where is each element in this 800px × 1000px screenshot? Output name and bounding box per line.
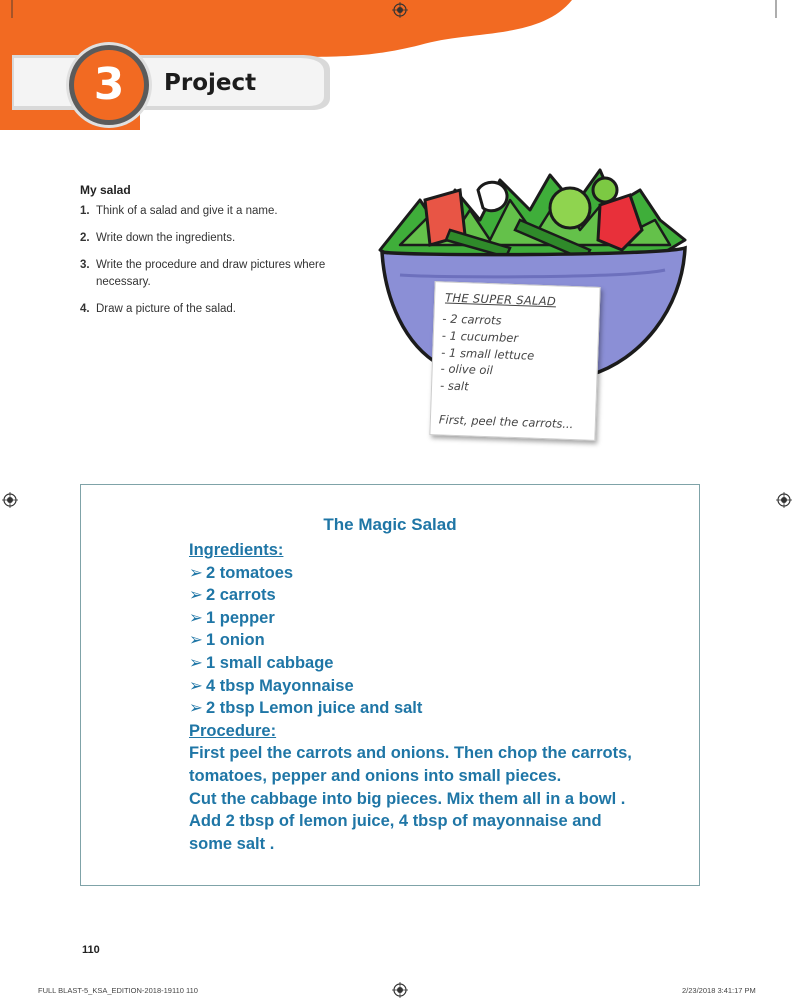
section-title: Project bbox=[164, 70, 257, 96]
recipe-title: The Magic Salad bbox=[323, 515, 457, 534]
recipe-answer-box bbox=[80, 484, 700, 886]
arrow-bullet-icon: ➢ bbox=[189, 586, 203, 605]
instruction-step: 4. Draw a picture of the salad. bbox=[80, 303, 236, 315]
ingredient-item: ➢ 1 small cabbage bbox=[189, 652, 689, 675]
registration-mark-icon bbox=[2, 492, 18, 508]
ingredient-item: ➢ 4 tbsp Mayonnaise bbox=[189, 675, 689, 698]
arrow-bullet-icon: ➢ bbox=[189, 653, 203, 672]
ingredient-item: ➢ 1 pepper bbox=[189, 607, 689, 630]
procedure-line: Add 2 tbsp of lemon juice, 4 tbsp of mayonnaise and bbox=[189, 812, 602, 831]
crop-mark-icon bbox=[772, 0, 800, 20]
arrow-bullet-icon: ➢ bbox=[189, 699, 203, 718]
instruction-step: 1. Think of a salad and give it a name. bbox=[80, 205, 278, 217]
print-slug-right: 2/23/2018 3:41:17 PM bbox=[682, 986, 756, 995]
ingredient-item: ➢ 1 onion bbox=[189, 629, 689, 652]
recipe-note-card bbox=[429, 281, 600, 441]
ingredients-list bbox=[189, 562, 689, 720]
note-item: - 2 carrots bbox=[442, 311, 502, 328]
procedure-line: First peel the carrots and onions. Then chop the carrots, bbox=[189, 744, 632, 763]
note-procedure-line: First, peel the carrots... bbox=[438, 412, 574, 432]
arrow-bullet-icon: ➢ bbox=[189, 563, 203, 582]
instructions-section bbox=[80, 183, 340, 328]
note-item: - 1 small lettuce bbox=[441, 345, 535, 363]
procedure-line: tomatoes, pepper and onions into small pieces. bbox=[189, 766, 562, 785]
note-item: - 1 cucumber bbox=[441, 328, 519, 345]
crop-mark-icon bbox=[0, 0, 28, 20]
recipe-body bbox=[189, 539, 689, 855]
registration-mark-icon bbox=[776, 492, 792, 508]
procedure-line: Cut the cabbage into big pieces. Mix them all in a bowl . bbox=[189, 789, 626, 808]
note-ingredient-list bbox=[440, 310, 536, 397]
page-number: 110 bbox=[82, 944, 100, 956]
print-slug-left: FULL BLAST-5_KSA_EDITION-2018-19110 110 bbox=[38, 986, 198, 995]
note-title: THE SUPER SALAD bbox=[444, 290, 557, 309]
arrow-bullet-icon: ➢ bbox=[189, 608, 203, 627]
instructions-heading: My salad bbox=[80, 183, 131, 197]
ingredient-item: ➢ 2 tomatoes bbox=[189, 562, 689, 585]
instructions-list bbox=[80, 203, 340, 318]
ingredient-item: ➢ 2 tbsp Lemon juice and salt bbox=[189, 697, 689, 720]
section-number-badge: 3 bbox=[74, 50, 144, 120]
procedure-line: some salt . bbox=[189, 834, 275, 853]
registration-mark-icon bbox=[392, 982, 408, 998]
ingredients-heading: Ingredients: bbox=[189, 541, 284, 559]
note-item: - olive oil bbox=[440, 361, 494, 378]
arrow-bullet-icon: ➢ bbox=[189, 631, 203, 650]
note-item: - salt bbox=[439, 378, 469, 394]
instruction-step: 2. Write down the ingredients. bbox=[80, 232, 236, 244]
arrow-bullet-icon: ➢ bbox=[189, 676, 203, 695]
procedure-heading: Procedure: bbox=[189, 721, 277, 740]
instruction-step: 3. Write the procedure and draw pictures where necessary. bbox=[80, 259, 326, 288]
registration-mark-icon bbox=[392, 2, 408, 18]
ingredient-item: ➢ 2 carrots bbox=[189, 584, 689, 607]
